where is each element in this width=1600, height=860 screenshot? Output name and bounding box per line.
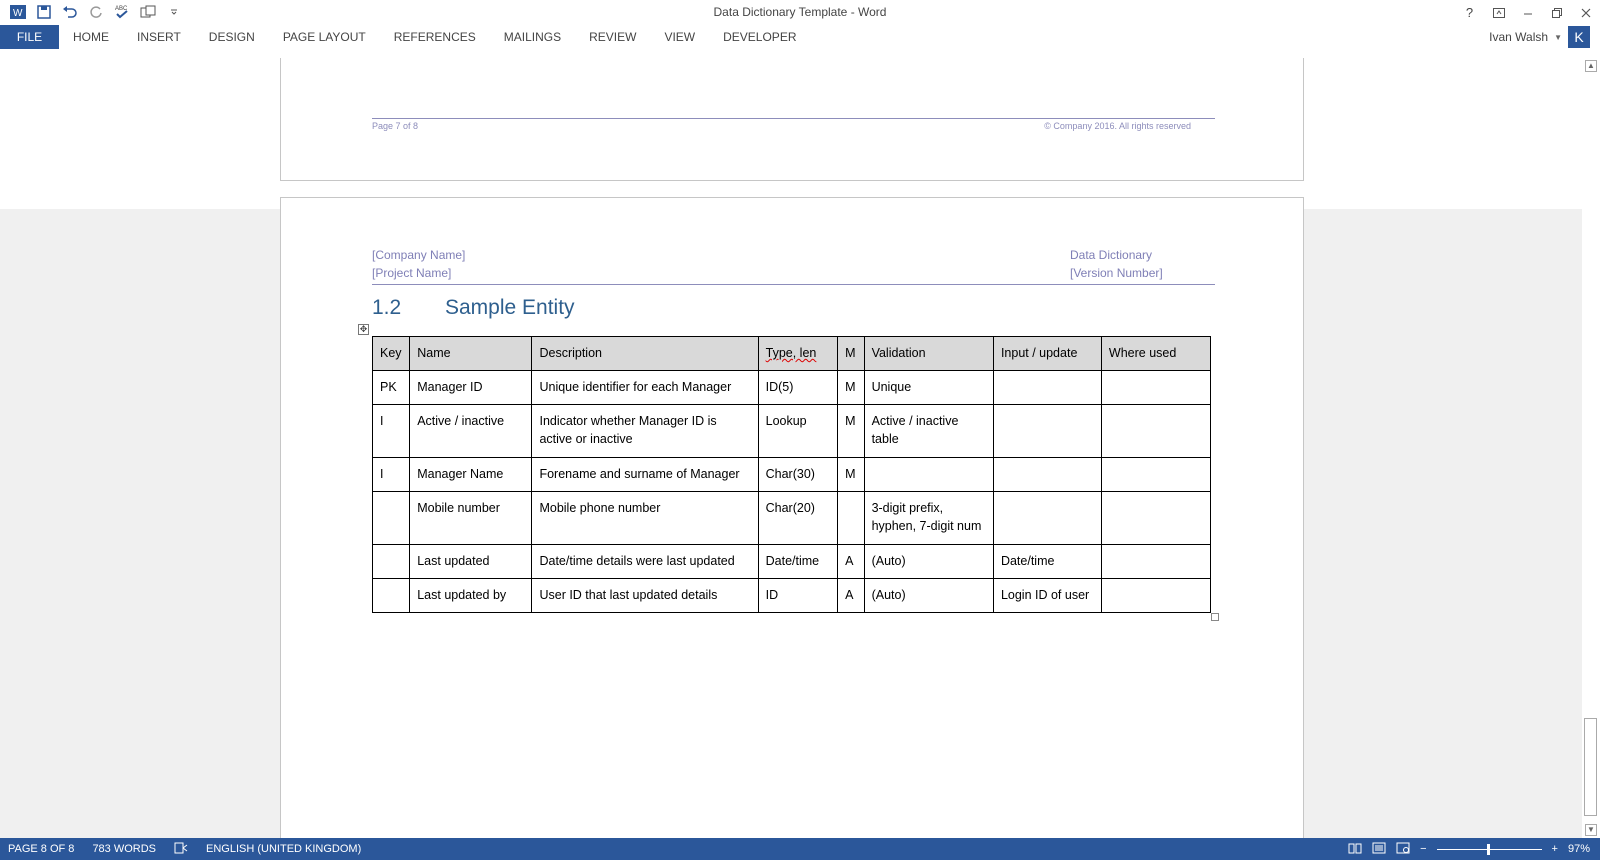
tab-design[interactable]: DESIGN (208, 30, 255, 44)
table-cell[interactable] (1101, 371, 1210, 405)
table-header-row (373, 337, 1211, 371)
zoom-out-icon[interactable]: − (1420, 843, 1427, 855)
document-area (0, 58, 1582, 838)
status-word-count[interactable]: 783 WORDS (92, 843, 157, 855)
table-cell[interactable]: Unique identifier for each Manager (532, 371, 758, 405)
table-cell[interactable]: M (838, 458, 864, 492)
svg-text:ABC: ABC (115, 6, 128, 12)
ribbon-display-options-icon[interactable] (1484, 0, 1513, 25)
tab-review[interactable]: REVIEW (589, 30, 637, 44)
table-cell[interactable]: ID(5) (758, 371, 837, 405)
header-cell[interactable]: Key (373, 337, 410, 371)
avatar[interactable]: K (1568, 26, 1590, 48)
proofing-icon[interactable] (174, 842, 188, 857)
table-cell[interactable]: (Auto) (864, 579, 993, 613)
status-bar (0, 838, 1600, 860)
ribbon-tab-bar (0, 25, 1600, 52)
table-cell[interactable]: Char(30) (758, 458, 837, 492)
header-cell[interactable]: M (838, 337, 864, 371)
table-cell[interactable]: Forename and surname of Manager (532, 458, 758, 492)
table-cell[interactable]: I (373, 405, 410, 458)
table-cell[interactable] (993, 492, 1101, 545)
title-bar (0, 0, 1600, 25)
table-cell[interactable]: Char(20) (758, 492, 837, 545)
minimize-icon[interactable] (1513, 0, 1542, 25)
zoom-slider[interactable] (1437, 849, 1542, 850)
table-row (373, 492, 1211, 545)
table-resize-handle[interactable] (1211, 613, 1219, 621)
table-cell[interactable]: Mobile phone number (532, 492, 758, 545)
table-cell[interactable] (864, 458, 993, 492)
header-project-name: [Project Name] (372, 266, 452, 280)
web-layout-icon[interactable] (1396, 842, 1410, 857)
table-cell[interactable]: Login ID of user (993, 579, 1101, 613)
table-cell[interactable]: Lookup (758, 405, 837, 458)
status-language[interactable]: ENGLISH (UNITED KINGDOM) (206, 843, 362, 855)
print-layout-view-icon[interactable] (1372, 842, 1386, 857)
header-version-number: [Version Number] (1070, 266, 1163, 280)
tab-view[interactable]: VIEW (664, 30, 696, 44)
footer-copyright: © Company 2016. All rights reserved (1044, 121, 1191, 131)
table-cell[interactable]: PK (373, 371, 410, 405)
table-cell[interactable]: Indicator whether Manager ID is active or inactive (532, 405, 758, 458)
current-page[interactable] (280, 197, 1304, 838)
table-cell[interactable]: A (838, 545, 864, 579)
table-cell[interactable] (993, 405, 1101, 458)
table-row (373, 458, 1211, 492)
scroll-thumb[interactable] (1584, 718, 1597, 816)
table-cell[interactable]: (Auto) (864, 545, 993, 579)
help-icon[interactable]: ? (1465, 5, 1474, 20)
tab-page-layout[interactable]: PAGE LAYOUT (282, 30, 366, 44)
read-mode-icon[interactable] (1348, 842, 1362, 857)
header-cell[interactable]: Where used (1101, 337, 1210, 371)
table-cell[interactable] (373, 545, 410, 579)
table-cell[interactable] (1101, 405, 1210, 458)
scroll-up-arrow-icon[interactable]: ▲ (1585, 60, 1597, 72)
user-name[interactable]: Ivan Walsh (1489, 30, 1549, 44)
header-type-len: Type, len (765, 346, 817, 360)
tab-file[interactable]: FILE (0, 25, 59, 49)
header-right (1070, 246, 1163, 282)
heading-text: Sample Entity (445, 296, 575, 319)
table-cell[interactable] (373, 579, 410, 613)
table-row (373, 545, 1211, 579)
footer-rule (372, 118, 1215, 119)
header-cell[interactable]: Description (532, 337, 758, 371)
table-cell[interactable] (1101, 545, 1210, 579)
table-row (373, 405, 1211, 458)
table-cell[interactable]: Active / inactive table (864, 405, 993, 458)
table-cell[interactable] (993, 371, 1101, 405)
table-cell[interactable]: Mobile number (410, 492, 532, 545)
zoom-level[interactable]: 97% (1567, 843, 1590, 855)
table-cell[interactable] (373, 492, 410, 545)
table-cell[interactable]: M (838, 371, 864, 405)
tab-mailings[interactable]: MAILINGS (503, 30, 562, 44)
table-cell[interactable]: A (838, 579, 864, 613)
table-move-handle-icon[interactable]: ✥ (359, 324, 368, 334)
tab-developer[interactable]: DEVELOPER (723, 30, 797, 44)
table-cell[interactable]: Date/time details were last updated (532, 545, 758, 579)
chevron-down-icon[interactable]: ▼ (1554, 32, 1562, 42)
table-cell[interactable]: Active / inactive (410, 405, 532, 458)
table-cell[interactable]: M (838, 405, 864, 458)
table-row (373, 579, 1211, 613)
header-cell[interactable] (758, 337, 837, 371)
heading-number: 1.2 (372, 296, 402, 319)
zoom-slider-thumb[interactable] (1487, 844, 1490, 855)
tab-references[interactable]: REFERENCES (393, 30, 476, 44)
table-cell[interactable] (838, 492, 864, 545)
data-dictionary-table[interactable] (372, 336, 1211, 613)
table-cell[interactable]: Manager ID (410, 371, 532, 405)
table-cell[interactable]: Last updated (410, 545, 532, 579)
tab-home[interactable]: HOME (73, 30, 109, 44)
header-left (372, 246, 465, 282)
scroll-down-arrow-icon[interactable]: ▼ (1585, 824, 1597, 836)
window-controls (1455, 0, 1600, 25)
table-cell[interactable]: Last updated by (410, 579, 532, 613)
table-cell[interactable]: Date/time (993, 545, 1101, 579)
tab-insert[interactable]: INSERT (137, 30, 181, 44)
table-cell[interactable]: I (373, 458, 410, 492)
window-title: Data Dictionary Template - Word (713, 5, 887, 19)
table-cell[interactable]: ID (758, 579, 837, 613)
header-cell[interactable]: Validation (864, 337, 993, 371)
ribbon-tabs (59, 25, 810, 49)
section-heading (372, 296, 575, 320)
table-cell[interactable] (1101, 458, 1210, 492)
close-icon[interactable] (1571, 0, 1600, 25)
previous-page (280, 58, 1304, 181)
table-cell[interactable]: Manager Name (410, 458, 532, 492)
table-cell[interactable]: Date/time (758, 545, 837, 579)
table-cell[interactable]: User ID that last updated details (532, 579, 758, 613)
zoom-in-icon[interactable]: + (1551, 843, 1558, 855)
status-page[interactable]: PAGE 8 OF 8 (8, 843, 75, 855)
table-cell[interactable] (1101, 579, 1210, 613)
table-cell[interactable]: 3-digit prefix, hyphen, 7-digit num (864, 492, 993, 545)
table-cell[interactable]: Unique (864, 371, 993, 405)
table-cell[interactable] (1101, 492, 1210, 545)
header-rule (372, 284, 1215, 285)
restore-icon[interactable] (1542, 0, 1571, 25)
status-right-group (1348, 838, 1590, 860)
header-cell[interactable]: Input / update (993, 337, 1101, 371)
user-account[interactable] (1489, 25, 1590, 49)
table-row (373, 371, 1211, 405)
header-cell[interactable]: Name (410, 337, 532, 371)
svg-text:W: W (13, 8, 23, 19)
header-doc-title: Data Dictionary (1070, 248, 1153, 262)
header-company-name: [Company Name] (372, 248, 466, 262)
table-cell[interactable] (993, 458, 1101, 492)
vertical-scrollbar[interactable] (1582, 58, 1600, 838)
footer-page-number: Page 7 of 8 (372, 121, 419, 131)
